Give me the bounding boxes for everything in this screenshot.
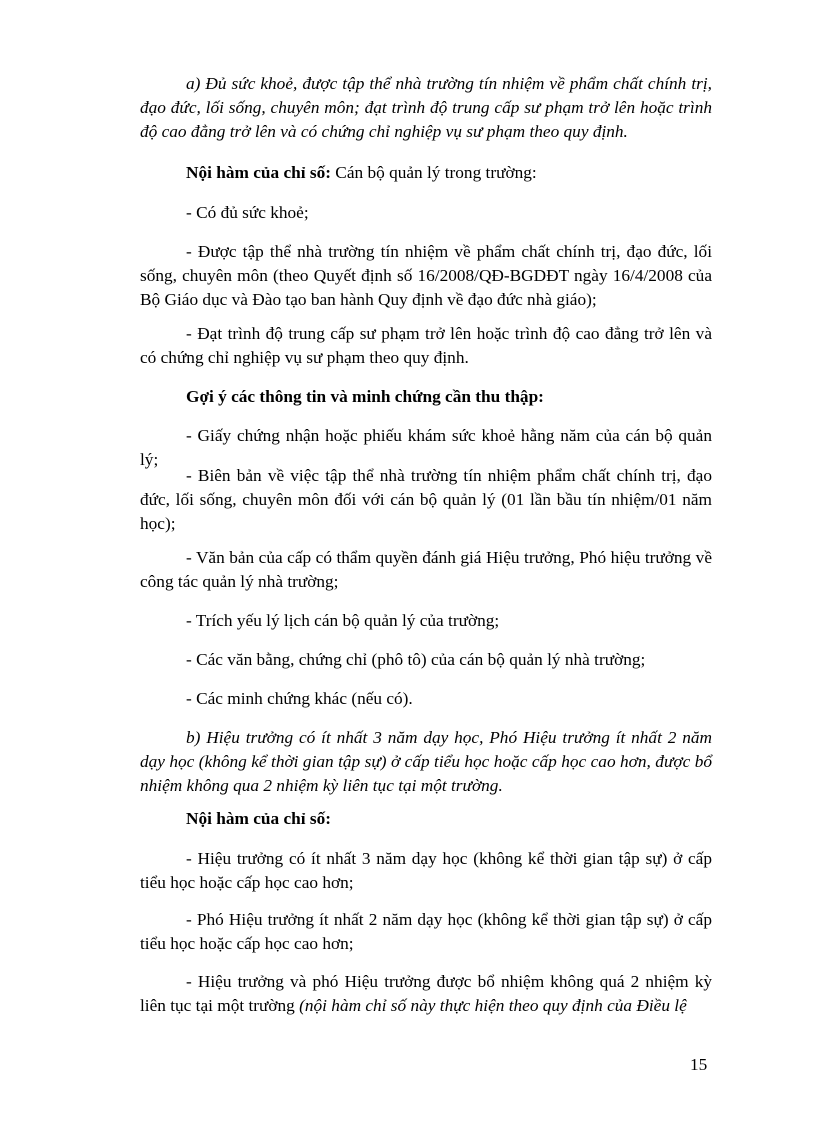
a-point-2: - Được tập thể nhà trường tín nhiệm về phẩm chất chính trị, đạo đức, lối sống, chuyên môn (theo Quyết định số 16/2008/QĐ-BGDĐT ngày 16/4/2008 của Bộ Giáo dục và Đào tạo ban hành Quy định về đạo đức nhà giáo); xyxy=(140,242,712,309)
b-point-2: - Phó Hiệu trưởng ít nhất 2 năm dạy học (không kể thời gian tập sự) ở cấp tiểu học hoặc cấp học cao hơn; xyxy=(140,910,712,953)
a-point-3: - Đạt trình độ trung cấp sư phạm trở lên hoặc trình độ cao đẳng trở lên và có chứng chỉ nghiệp vụ sư phạm theo quy định. xyxy=(140,324,712,367)
page-number: 15 xyxy=(690,1055,708,1074)
noi-ham-a-label: Nội hàm của chỉ số: xyxy=(186,163,331,182)
noi-ham-a-text: Cán bộ quản lý trong trường: xyxy=(330,163,537,182)
item-a-paragraph: a) Đủ sức khoẻ, được tập thể nhà trường tín nhiệm về phẩm chất chính trị, đạo đức, lối sống, chuyên môn; đạt trình độ trung cấp sư phạm trở lên hoặc trình độ cao đẳng trở lên và có chứng chỉ nghiệp vụ sư phạm theo quy định. xyxy=(140,74,712,141)
b-point-1: - Hiệu trưởng có ít nhất 3 năm dạy học (không kể thời gian tập sự) ở cấp tiểu học hoặc cấp học cao hơn; xyxy=(140,849,712,892)
evidence-5: - Các văn bằng, chứng chỉ (phô tô) của cán bộ quản lý nhà trường; xyxy=(186,650,646,669)
evidence-4: - Trích yếu lý lịch cán bộ quản lý của trường; xyxy=(186,611,500,630)
b-point-3-text: - Hiệu trưởng và phó Hiệu trưởng được bổ nhiệm không quá 2 nhiệm kỳ liên tục tại một trường xyxy=(140,972,712,1015)
goi-y-heading: Gợi ý các thông tin và minh chứng cần thu thập: xyxy=(186,387,544,406)
evidence-6: - Các minh chứng khác (nếu có). xyxy=(186,689,413,708)
noi-ham-a-paragraph xyxy=(140,161,712,185)
evidence-1: - Giấy chứng nhận hoặc phiếu khám sức khoẻ hằng năm của cán bộ quản lý; xyxy=(140,426,712,469)
noi-ham-b-label: Nội hàm của chỉ số: xyxy=(186,809,331,828)
a-point-1: - Có đủ sức khoẻ; xyxy=(186,203,309,222)
item-b-paragraph: b) Hiệu trưởng có ít nhất 3 năm dạy học, Phó Hiệu trưởng ít nhất 2 năm dạy học (không kể thời gian tập sự) ở cấp tiểu học hoặc cấp học cao hơn, được bổ nhiệm không qua 2 nhiệm kỳ liên tục tại một trường. xyxy=(140,728,712,795)
evidence-2: - Biên bản về việc tập thể nhà trường tín nhiệm phẩm chất chính trị, đạo đức, lối sống, chuyên môn đối với cán bộ quản lý (01 lần bầu tín nhiệm/01 năm học); xyxy=(140,466,712,533)
b-point-3 xyxy=(140,970,712,1018)
b-point-3-italic: (nội hàm chỉ số này thực hiện theo quy định của Điều lệ xyxy=(299,996,687,1015)
evidence-3: - Văn bản của cấp có thẩm quyền đánh giá Hiệu trưởng, Phó hiệu trưởng về công tác quản lý nhà trường; xyxy=(140,548,712,591)
